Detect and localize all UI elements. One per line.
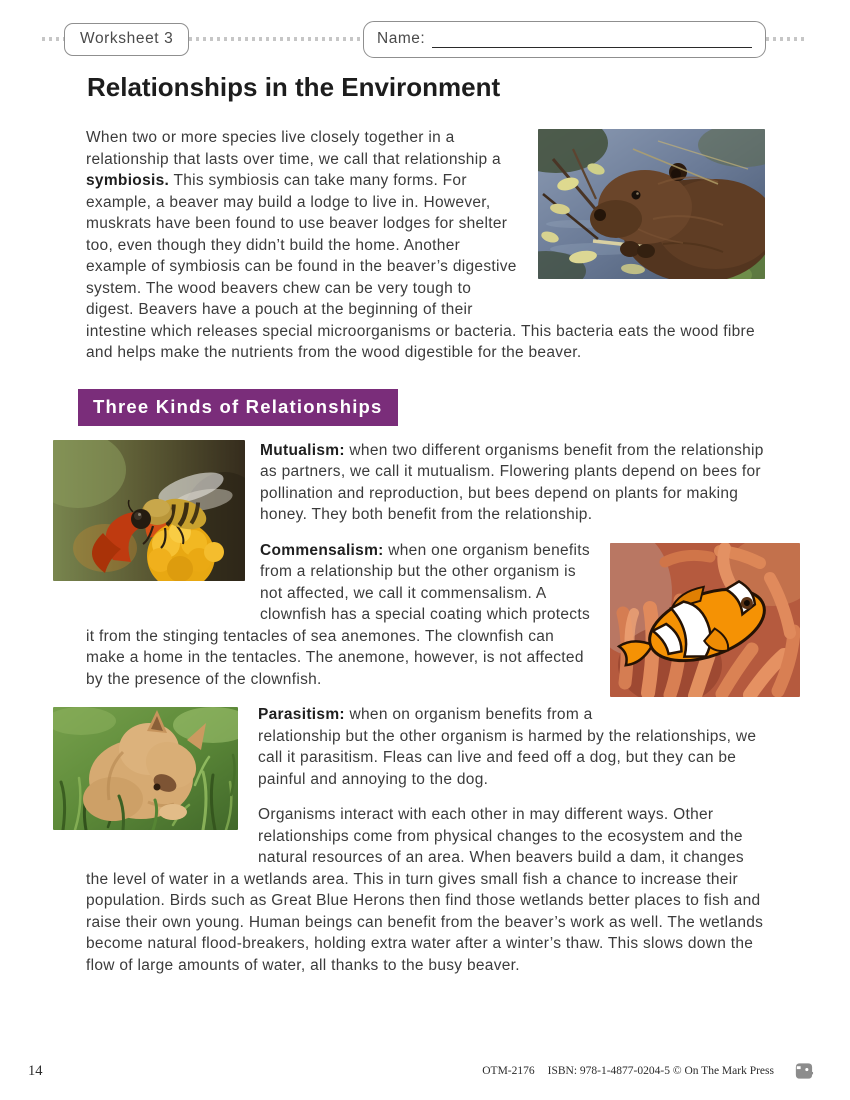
parasitism-term: Parasitism: [258,706,345,723]
dog-photo [53,707,238,830]
worksheet-number-box [64,23,189,56]
name-input-line[interactable] [432,32,752,48]
parasitism-text: when on organism benefits from a relationship but the other organism is harmed by the relationships, we call it parasitism. Fleas can live and feed off a dog, but they can be painful and annoying to the dog. [258,706,757,788]
dotted-rule-left [42,37,64,41]
page-title: Relationships in the Environment [87,72,501,102]
intro-text-before: When two or more species live closely together in a relationship that lasts over time, we call that relationship a [86,129,501,168]
commensalism-term: Commensalism: [260,541,384,559]
symbiosis-term: symbiosis. [86,172,170,189]
publisher-logo-icon [793,1062,814,1080]
mutualism-term: Mutualism: [260,441,345,459]
relationships-section [86,440,765,991]
worksheet-label: Worksheet 3 [80,29,174,47]
name-field-box [363,21,766,58]
isbn-line: ISBN: 978-1-4877-0204-5 © On The Mark Press [547,1065,774,1077]
beaver-photo [538,129,765,279]
clownfish-photo [610,543,800,697]
intro-text-after: This symbiosis can take many forms. For example, a beaver may build a lodge to live in. However, muskrats have been found to use beaver lodges for shelter too, even though they didn’t build the home. Another example of symbiosis can be found in the beaver’s digestive system. The wood beavers chew can be very tough to digest. Beavers have a pouch at the beginning of their intestine which releases special microorganisms or bacteria. This bacteria eats the wood fibre and helps make the nutrients from the wood digestible for the beaver. [86,172,755,361]
dotted-rule-middle [189,37,363,41]
footer-credits [482,1062,814,1080]
intro-section [86,127,765,378]
page-header [0,20,850,58]
section-banner: Three Kinds of Relationships [78,389,398,426]
bee-photo [53,440,245,581]
mutualism-text: when two different organisms benefit from the relationship as partners, we call it mutualism. Flowering plants depend on bees for pollination and reproduction, but bees depend on plants for making honey. They both benefit from the relationship. [260,441,764,523]
page-footer [0,1062,850,1080]
page-number: 14 [28,1062,43,1079]
dotted-rule-right [766,37,808,41]
product-code: OTM-2176 [482,1065,535,1077]
closing-paragraph: Organisms interact with each other in may different ways. Other relationships come from physical changes to the ecosystem and the natural resources of an area. When beavers build a dam, it changes the level of water in a wetlands area. This in turn gives small fish a chance to increase their population. Birds such as Great Blue Herons then find those wetlands better places to fish and raise their own young. Human beings can benefit from the beaver’s work as well. The wetlands become natural flood-breakers, holding extra water after a winter’s thaw. This slows down the flow of large amounts of water, all thanks to the busy beaver. [86,806,764,974]
commensalism-text: when one organism benefits from a relationship but the other organism is not affected, we call it commensalism. A clownfish has a special coating which protects it from the stinging tentacles of sea anemones. The clownfish can make a home in the tentacles. The anemone, however, is not affected by the presence of the clownfish. [86,541,590,688]
name-label: Name: [377,29,426,47]
